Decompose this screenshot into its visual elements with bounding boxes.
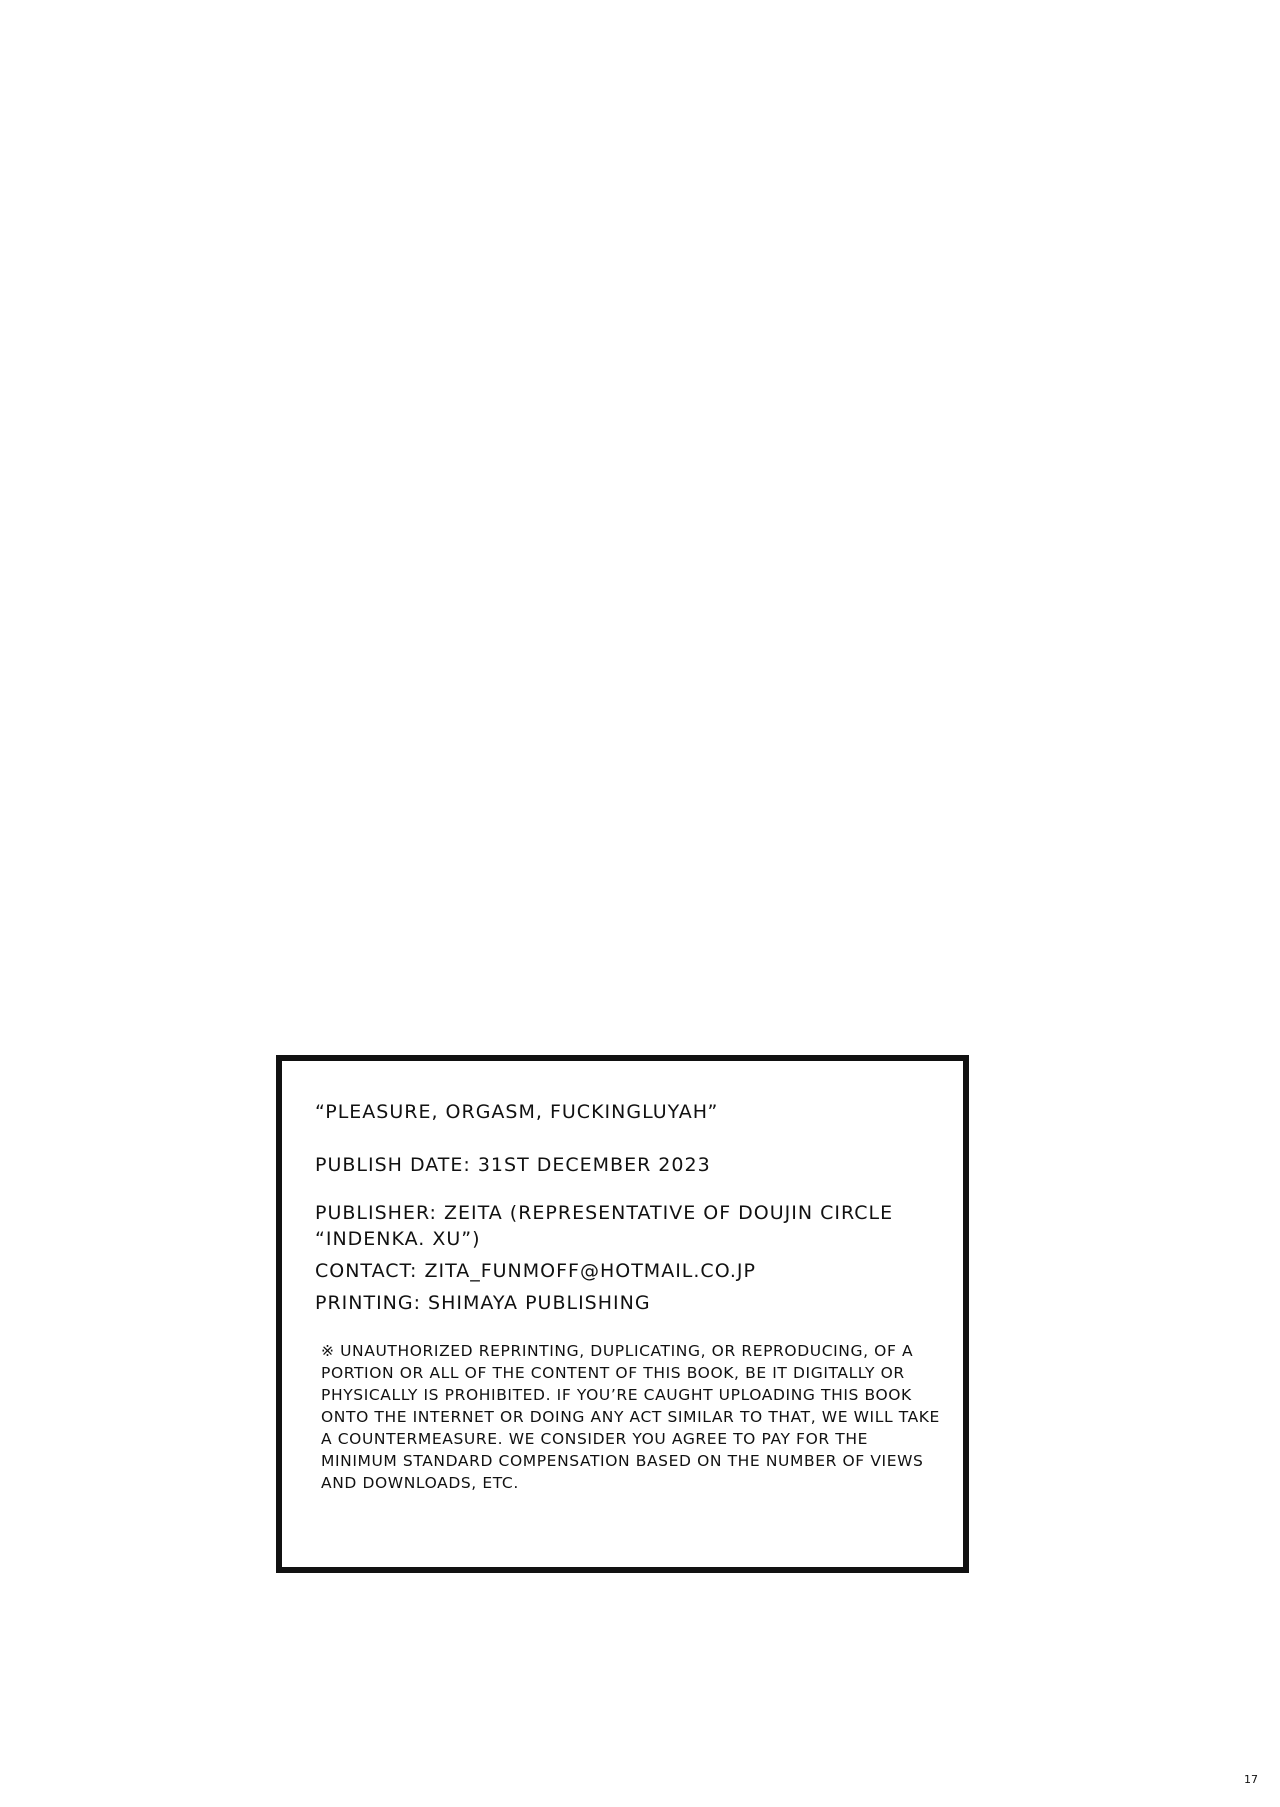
colophon-content <box>315 1099 945 1494</box>
book-title: “PLEASURE, ORGASM, FUCKINGLUYAH” <box>315 1101 719 1123</box>
copyright-notice: ※ UNAUTHORIZED REPRINTING, DUPLICATING, OR REPRODUCING, OF A PORTION OR ALL OF THE CONTENT OF THIS BOOK, BE IT DIGITALLY OR PHYSICALLY IS PROHIBITED. IF YOU’RE CAUGHT UPLOADING THIS BOOK ONTO THE INTERNET OR DOING ANY ACT SIMILAR TO THAT, WE WILL TAKE A COUNTERMEASURE. WE CONSIDER YOU AGREE TO PAY FOR THE MINIMUM STANDARD COMPENSATION BASED ON THE NUMBER OF VIEWS AND DOWNLOADS, ETC. <box>321 1342 940 1492</box>
publish-date: PUBLISH DATE: 31ST DECEMBER 2023 <box>315 1154 711 1176</box>
contact: CONTACT: ZITA_FUNMOFF@HOTMAIL.CO.JP <box>315 1260 756 1282</box>
printing: PRINTING: SHIMAYA PUBLISHING <box>315 1292 651 1314</box>
page-number: 17 <box>1244 1773 1258 1786</box>
publisher: PUBLISHER: ZEITA (REPRESENTATIVE OF DOUJIN CIRCLE “INDENKA. XU”) <box>315 1202 894 1250</box>
colophon-box <box>276 1055 969 1573</box>
